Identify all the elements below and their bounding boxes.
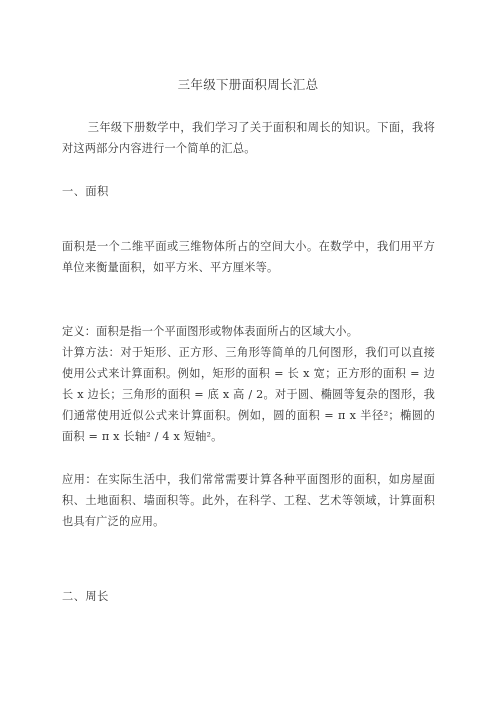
area-calculation-paragraph: 计算方法：对于矩形、正方形、三角形等简单的几何图形，我们可以直接使用公式来计算面积。例如，矩形的面积 = 长 x 宽；正方形的面积 = 边长 x 边长；三角形的面积 = 底 x 高 / 2。对于圆、椭圆等复杂的图形，我们通常使用近似公式来计算面积。例如，圆的面积 = π x 半径²；椭圆的面积 = π x 长轴² / 4 x 短轴²。 xyxy=(62,346,435,443)
page-title: 三年级下册面积周长汇总 xyxy=(177,77,319,92)
section-heading-area: 一、面积 xyxy=(62,185,109,198)
intro-paragraph: 三年级下册数学中，我们学习了关于面积和周长的知识。下面，我将对这两部分内容进行一个简单的汇总。 xyxy=(62,121,435,155)
area-definition-paragraph: 面积是一个二维平面或三维物体所占的空间大小。在数学中，我们用平方单位来衡量面积，如平方米、平方厘米等。 xyxy=(62,240,435,274)
area-definition-line: 定义：面积是指一个平面图形或物体表面所占的区域大小。 xyxy=(62,325,359,338)
area-application-paragraph: 应用：在实际生活中，我们常常需要计算各种平面图形的面积，如房屋面积、土地面积、墙面积等。此外，在科学、工程、艺术等领域，计算面积也具有广泛的应用。 xyxy=(62,473,435,528)
section-heading-perimeter: 二、周长 xyxy=(62,590,109,603)
